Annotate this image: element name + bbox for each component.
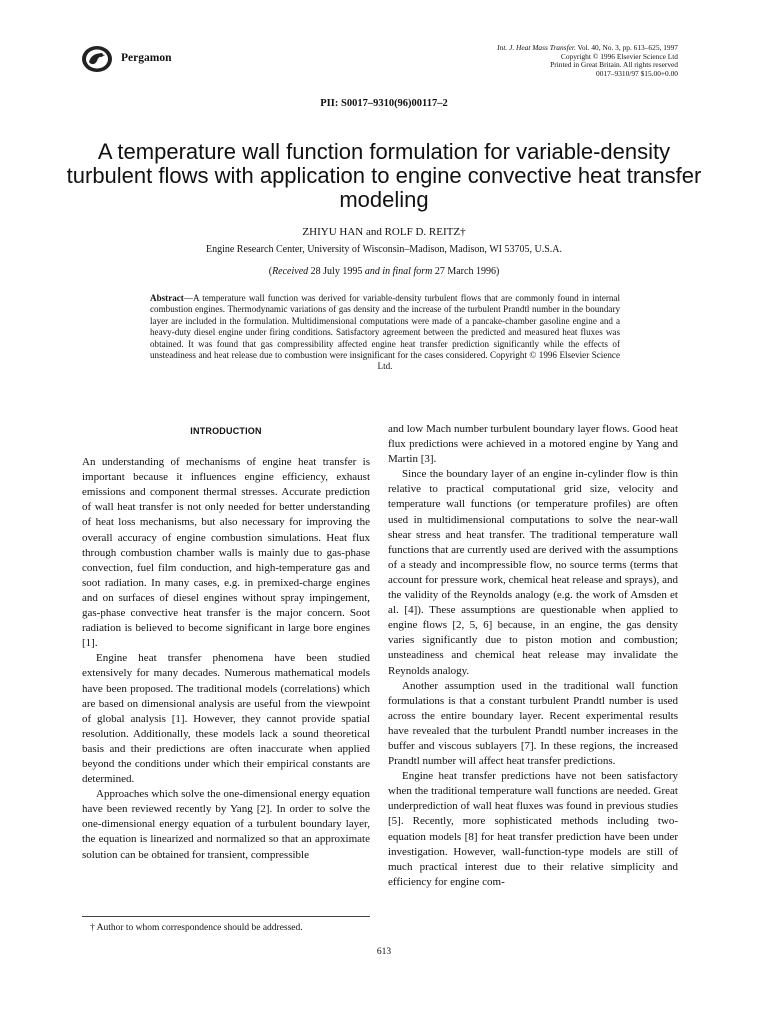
- pii-identifier: PII: S0017–9310(96)00117–2: [320, 98, 448, 109]
- section-heading-introduction: INTRODUCTION: [190, 426, 262, 436]
- journal-name: Int. J. Heat Mass Transfer.: [497, 43, 576, 52]
- issn-line: 0017–9310/97 $15.00+0.00: [596, 68, 678, 78]
- page-number: 613: [376, 947, 392, 957]
- journal-volume: Vol. 40, No. 3, pp. 613–625, 1997: [577, 43, 678, 52]
- paragraph: and low Mach number turbulent boundary layer flows. Good heat flux predictions were achieved in a motored engine by Yang and Martin [3].: [388, 423, 678, 466]
- copyright-line: Copyright © 1996 Elsevier Science Ltd: [560, 51, 678, 61]
- publisher-logo-icon: [80, 44, 114, 74]
- footnote: † Author to whom correspondence should be addressed.: [90, 923, 303, 933]
- authors: ZHIYU HAN and ROLF D. REITZ†: [302, 226, 466, 238]
- affiliation: Engine Research Center, University of Wisconsin–Madison, Madison, WI 53705, U.S.A.: [205, 244, 562, 255]
- left-column: [82, 422, 370, 863]
- journal-info: [497, 44, 678, 78]
- paragraph: Engine heat transfer predictions have not been satisfactory when the traditional temperature wall functions are needed. Great underprediction of wall heat fluxes was found in previous studies [5]. Recently, more sophisticated methods including two-equation models [8] for heat transfer prediction have been under investigation. However, wall-function-type models are still of much practical interest due to their relative simplicity and efficiency for engine com-: [388, 770, 678, 888]
- right-column: [388, 422, 678, 890]
- abstract-label: Abstract: [150, 293, 184, 303]
- abstract: [150, 293, 620, 373]
- paragraph: Another assumption used in the traditional wall function formulations is that a constant turbulent Prandtl number is used across the entire boundary layer. Recent experimental results have revealed that the turbulent Prandtl number increases in the buffer and viscous sublayers [7]. In these regions, the increased Prandtl number will affect heat transfer predictions.: [388, 679, 678, 768]
- footnote-divider: [82, 916, 370, 917]
- publisher-name: Pergamon: [121, 52, 172, 64]
- paragraph: Engine heat transfer phenomena have been studied extensively for many decades. Numerous mathematical models have been proposed. The traditional models (correlations) which are based on dimensional analysis are useful from the viewpoint of global analysis [1]. However, they cannot provide spatial resolution. Additionally, these models lack a sound theoretical basis and their predictions are often inaccurate when applied beyond the conditions under which their empirical constants are determined.: [82, 652, 370, 786]
- abstract-text: —A temperature wall function was derived for variable-density turbulent flows that are commonly found in internal combustion engines. Thermodynamic variations of gas density and the increase of the turbulent Prandtl number in the boundary layer are included in the formulation. Multidimensional computations were made of a pancake-chamber gasoline engine and a heavy-duty diesel engine under firing conditions. Satisfactory agreement between the predicted and measured heat fluxes was obtained. It was found that gas compressibility affected engine heat transfer prediction significantly while the effects of unsteadiness and heat release due to combustion were insignificant for the cases considered. Copyright © 1996 Elsevier Science Ltd.: [150, 293, 620, 372]
- paragraph: An understanding of mechanisms of engine heat transfer is important because it influences engine efficiency, exhaust emissions and component thermal stresses. Accurate prediction of wall heat transfer is not only needed for better understanding of heat loss mechanisms, but also necessary for improving the overall accuracy of engine combustion simulations. Heat flux through combustion chamber walls is mainly due to gas-phase convection, fuel film conduction, and high-temperature gas and soot radiation. In many cases, e.g. in premixed-charge engines and on surfaces of diesel engines without spray impingement, gas-phase convective heat transfer is the major concern. Soot radiation is believed to become significant in large bore engines [1].: [82, 456, 370, 650]
- received-dates: (Received 28 July 1995 and in final form 27 March 1996): [268, 266, 500, 277]
- paper-title: A temperature wall function formulation for variable-density turbulent flows with application to engine convective heat transfer modeling: [66, 139, 702, 212]
- printed-line: Printed in Great Britain. All rights reserved: [550, 60, 678, 70]
- paragraph: Since the boundary layer of an engine in-cylinder flow is thin relative to practical computational grid size, velocity and temperature wall functions (or temperature profiles) are often used in multidimensional computations to solve the near-wall shear stress and heat transfer. The traditional temperature wall functions that are currently used are derived with the assumptions of a steady and incompressible flow, no source terms (terms that account for pressure work, chemical heat release and sprays), and the validity of the Reynolds analogy (e.g. the work of Amsden et al. [4]). These assumptions are questionable when applied to engine flows [2, 5, 6] because, in an engine, the gas density varies significantly due to piston motion and combustion; unsteadiness and chemical heat release may invalidate the Reynolds analogy.: [388, 468, 678, 677]
- paragraph: Approaches which solve the one-dimensional energy equation have been reviewed recently by Yang [2]. In order to solve the one-dimensional energy equation of a turbulent boundary layer, the equation is linearized and normalized so that an approximate solution can be obtained for transient, compressible: [82, 788, 370, 861]
